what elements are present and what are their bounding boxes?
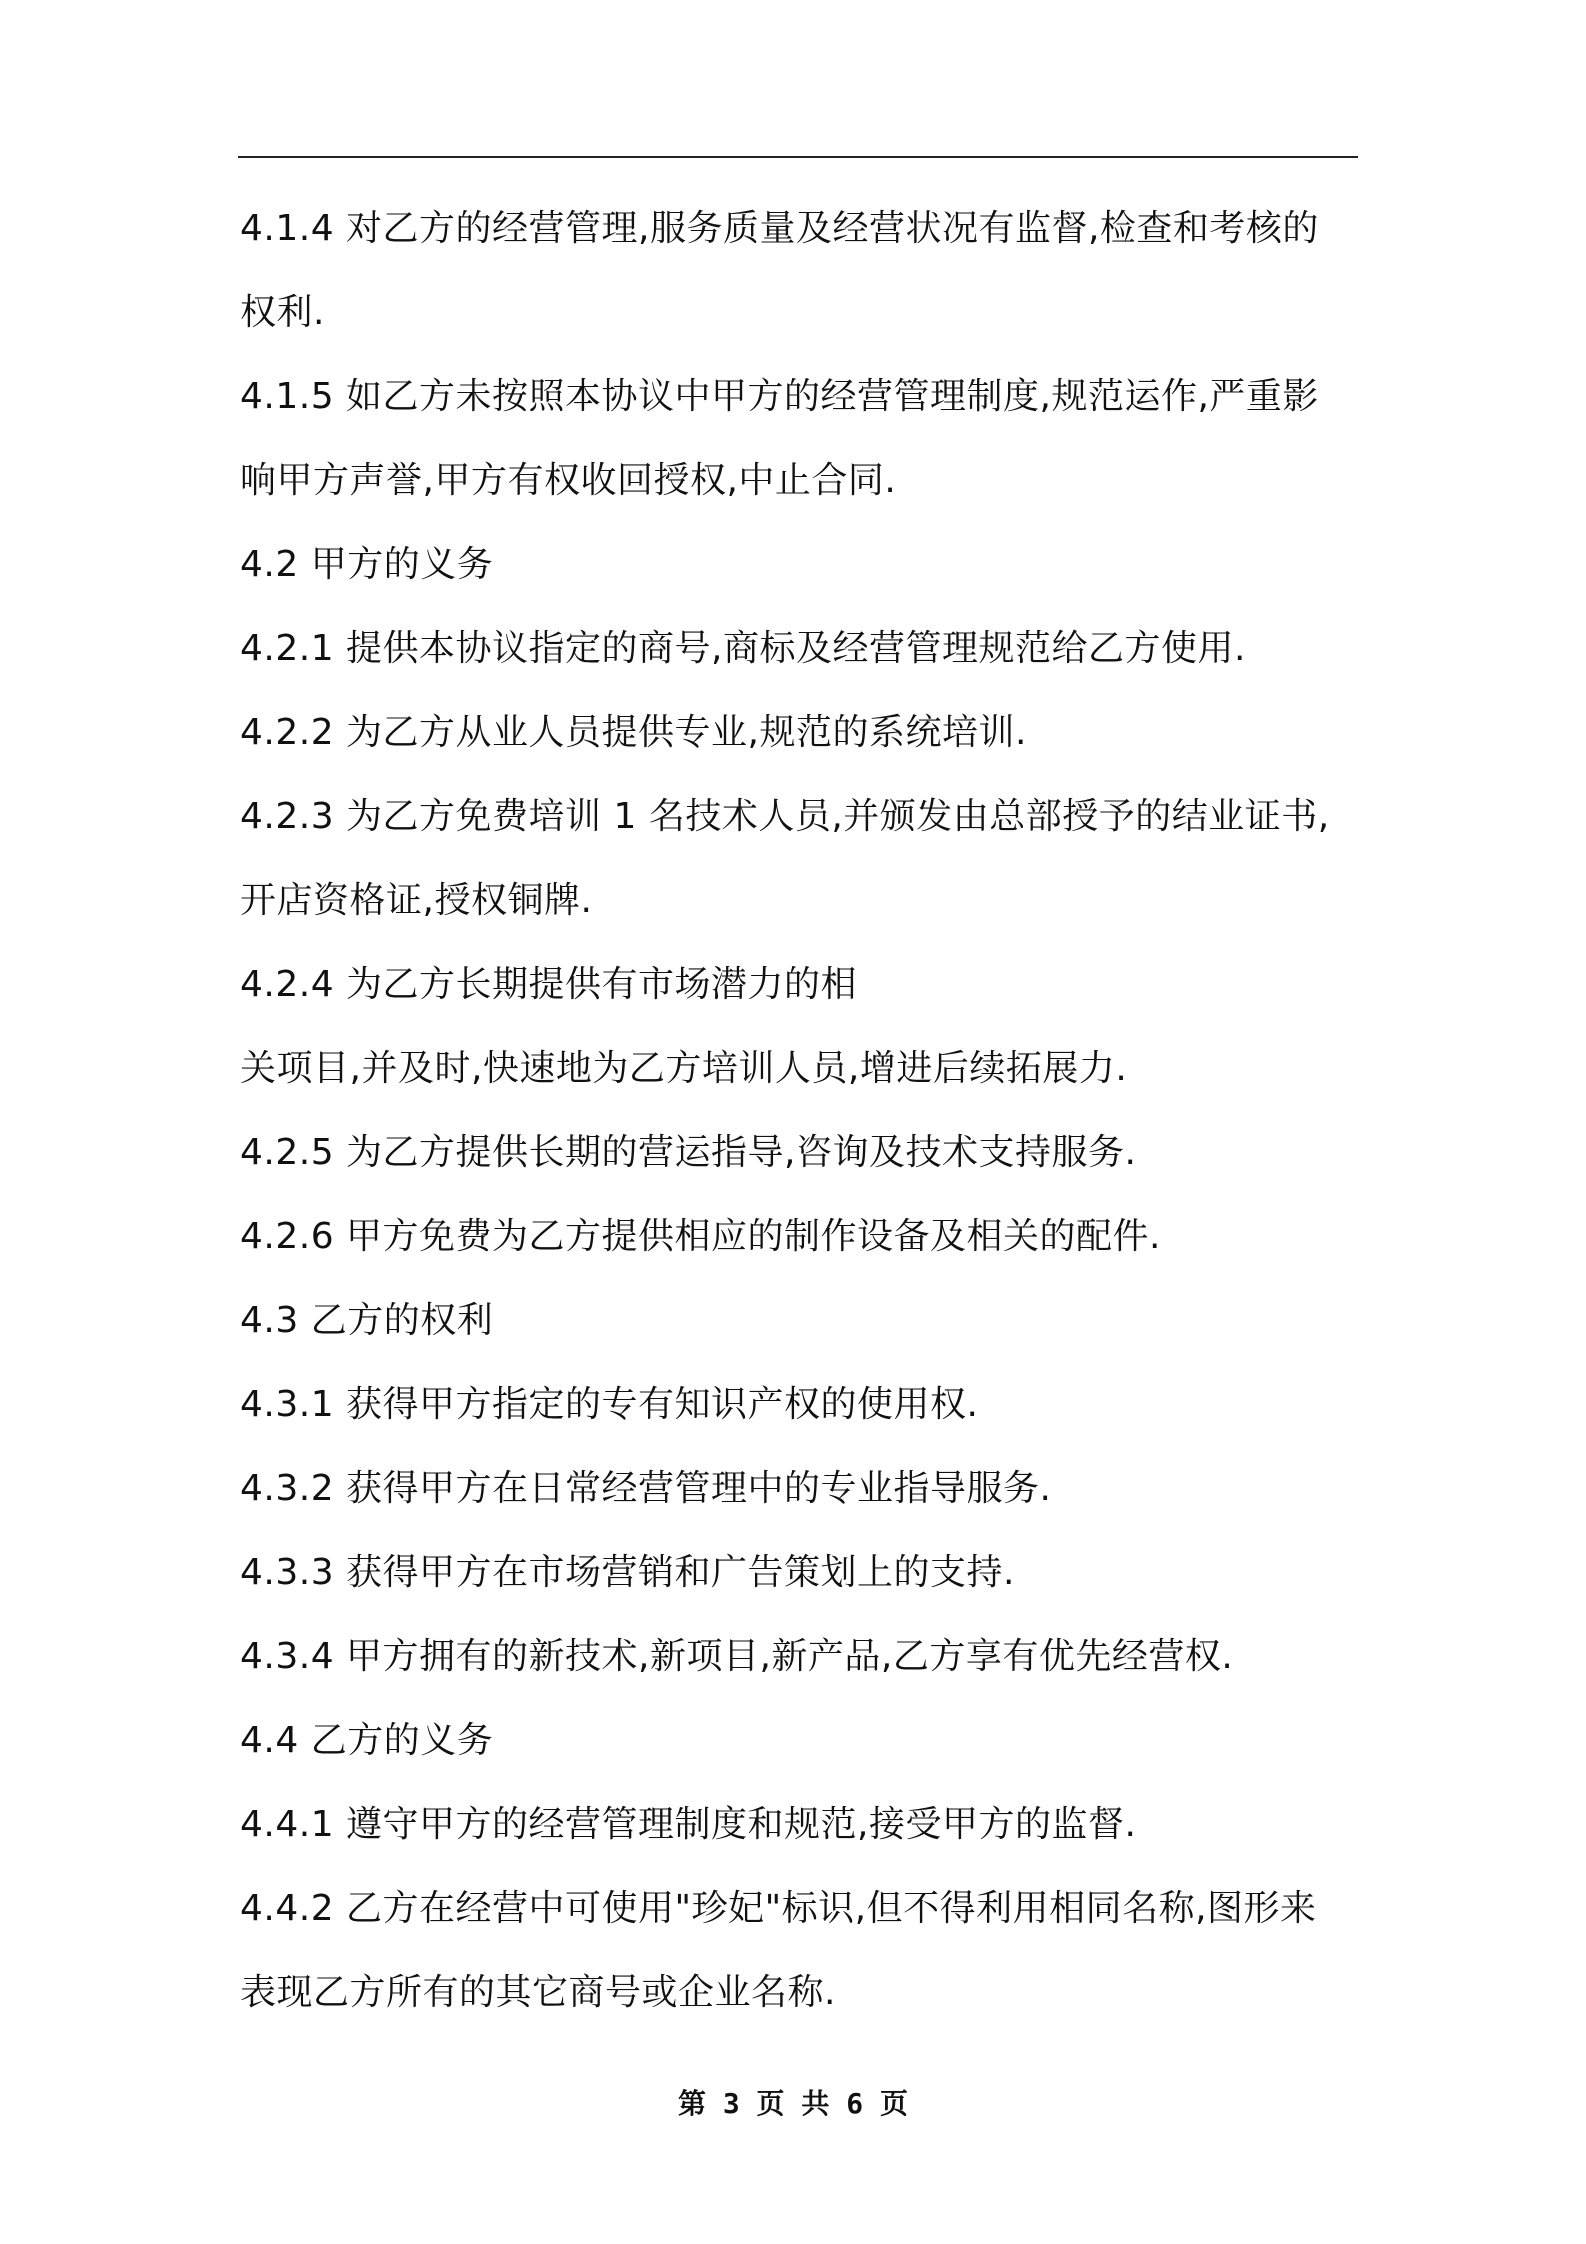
text-line: 4.2.3 为乙方免费培训 1 名技术人员,并颁发由总部授予的结业证书, bbox=[240, 796, 1330, 837]
text-line: 4.3.3 获得甲方在市场营销和广告策划上的支持. bbox=[240, 1552, 1015, 1593]
page-number-footer: 第 3 页 共 6 页 bbox=[677, 2087, 908, 2120]
text-line: 4.2.2 为乙方从业人员提供专业,规范的系统培训. bbox=[240, 712, 1027, 753]
text-line: 4.2.1 提供本协议指定的商号,商标及经营管理规范给乙方使用. bbox=[240, 628, 1246, 669]
text-line: 4.4.2 乙方在经营中可使用"珍妃"标识,但不得利用相同名称,图形来 bbox=[240, 1888, 1317, 1929]
text-line: 表现乙方所有的其它商号或企业名称. bbox=[240, 1972, 836, 2013]
section-heading: 4.3 乙方的权利 bbox=[240, 1300, 494, 1341]
text-line: 4.3.4 甲方拥有的新技术,新项目,新产品,乙方享有优先经营权. bbox=[240, 1636, 1234, 1677]
document-body bbox=[240, 187, 1370, 2035]
text-line: 4.4.1 遵守甲方的经营管理制度和规范,接受甲方的监督. bbox=[240, 1804, 1137, 1845]
text-line: 关项目,并及时,快速地为乙方培训人员,增进后续拓展力. bbox=[240, 1048, 1128, 1089]
section-heading: 4.2 甲方的义务 bbox=[240, 544, 494, 585]
text-line: 开店资格证,授权铜牌. bbox=[240, 880, 593, 921]
text-line: 4.2.6 甲方免费为乙方提供相应的制作设备及相关的配件. bbox=[240, 1216, 1161, 1257]
text-line: 权利. bbox=[240, 292, 325, 333]
text-line: 4.3.2 获得甲方在日常经营管理中的专业指导服务. bbox=[240, 1468, 1052, 1509]
text-line: 4.2.4 为乙方长期提供有市场潜力的相 bbox=[240, 964, 858, 1005]
text-line: 4.2.5 为乙方提供长期的营运指导,咨询及技术支持服务. bbox=[240, 1132, 1137, 1173]
text-line: 4.3.1 获得甲方指定的专有知识产权的使用权. bbox=[240, 1384, 979, 1425]
section-heading: 4.4 乙方的义务 bbox=[240, 1720, 494, 1761]
text-line: 4.1.4 对乙方的经营管理,服务质量及经营状况有监督,检查和考核的 bbox=[240, 208, 1319, 249]
text-line: 4.1.5 如乙方未按照本协议中甲方的经营管理制度,规范运作,严重影 bbox=[240, 376, 1319, 417]
text-line: 响甲方声誉,甲方有权收回授权,中止合同. bbox=[240, 460, 897, 501]
header-rule bbox=[238, 156, 1358, 158]
